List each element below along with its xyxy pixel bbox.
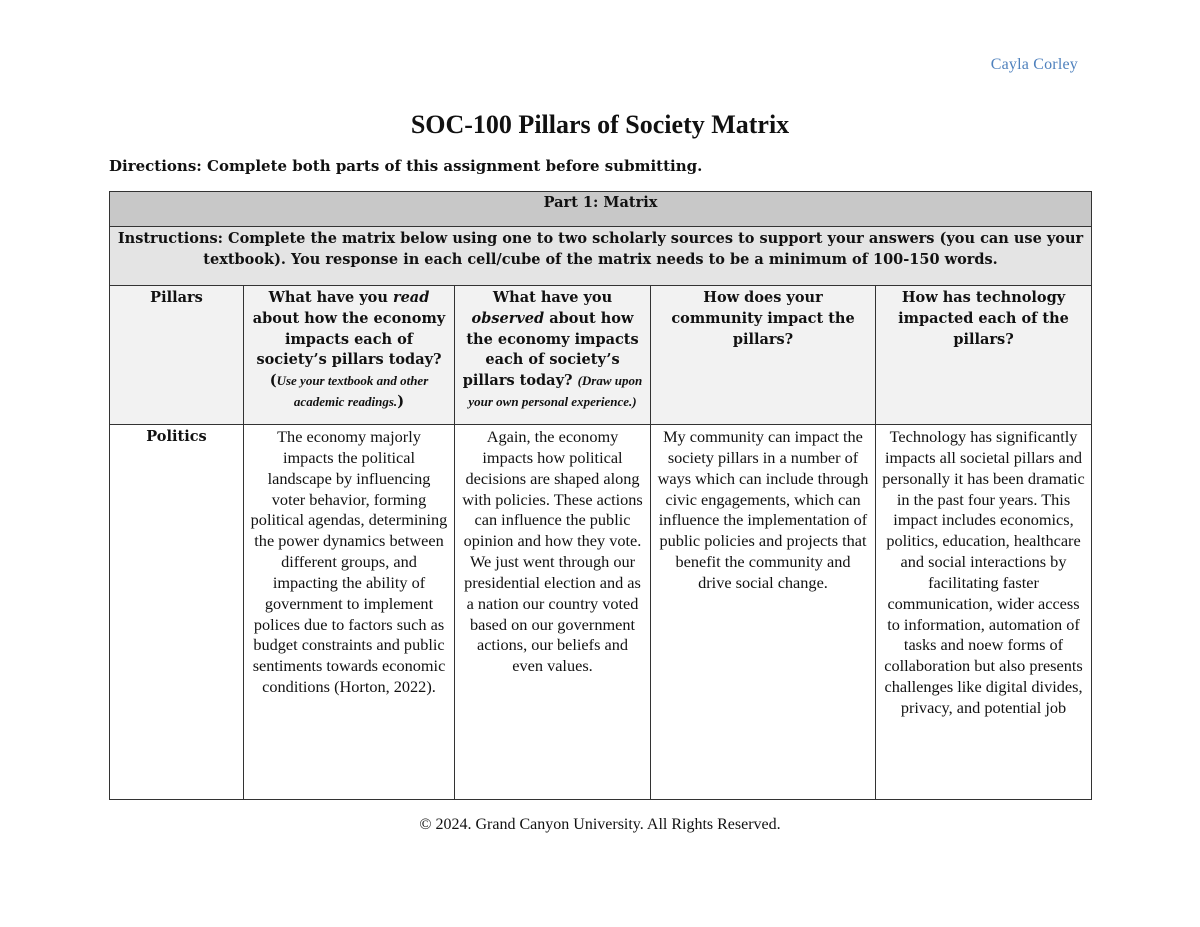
read-header-close: ): [397, 392, 405, 410]
read-header-post: about how the economy impacts each of society’s pillars today? (: [252, 309, 446, 390]
observed-cell: Again, the economy impacts how political decisions are shaped along with policies. These actions can influence the public opinion and how they vote. We just went through our presidential election and as a nation our country voted based on our government actions, our beliefs and even values.: [455, 425, 651, 800]
author-name: Cayla Corley: [990, 56, 1078, 73]
column-header-observed: [455, 286, 651, 425]
column-header-technology: How has technology impacted each of the pillars?: [876, 286, 1092, 425]
observed-header-post: about how the economy impacts each of society’s pillars today?: [462, 309, 639, 390]
read-cell: The economy majorly impacts the political landscape by influencing voter behavior, forming political agendas, determining the power dynamics between different groups, and impacting the ability of government to implement polices due to factors such as budget constraints and public sentiments towards economic conditions (Horton, 2022).: [244, 425, 455, 800]
read-header-emph: read: [392, 289, 430, 306]
instructions-text: Instructions: Complete the matrix below using one to two scholarly sources to support your answers (you can use your textbook). You response in each cell/cube of the matrix needs to be a minimum of 100-150 words.: [110, 227, 1092, 286]
read-header-note: Use your textbook and other academic readings.: [276, 373, 429, 409]
pillar-name-cell: Politics: [110, 425, 244, 800]
pillars-matrix-table: [109, 191, 1092, 800]
column-header-pillars: Pillars: [110, 286, 244, 425]
observed-header-pre: What have you: [492, 289, 613, 306]
instructions-row: [110, 227, 1092, 286]
observed-header-note: (Draw upon your own personal experience.): [468, 373, 643, 409]
read-header-pre: What have you: [268, 289, 393, 306]
column-header-row: [110, 286, 1092, 425]
table-row: [110, 425, 1092, 800]
community-cell: My community can impact the society pillars in a number of ways which can include through civic engagements, which can influence the implementation of public policies and projects that benefit the community and drive social change.: [651, 425, 876, 800]
part-label: Part 1: Matrix: [110, 192, 1092, 227]
directions-text: Directions: Complete both parts of this assignment before submitting.: [109, 157, 703, 175]
column-header-read: [244, 286, 455, 425]
part-header-row: [110, 192, 1092, 227]
observed-header-emph: observed: [471, 309, 545, 327]
copyright-footer: © 2024. Grand Canyon University. All Rights Reserved.: [419, 816, 781, 833]
technology-cell: Technology has significantly impacts all societal pillars and personally it has been dramatic in the past four years. This impact includes economics, politics, education, healthcare and social interactions by facilitating faster communication, wider access to information, automation of tasks and noew forms of collaboration but also presents challenges like digital divides, privacy, and potential job: [876, 425, 1092, 800]
document-title: SOC-100 Pillars of Society Matrix: [410, 110, 790, 139]
column-header-community: How does your community impact the pillars?: [651, 286, 876, 425]
